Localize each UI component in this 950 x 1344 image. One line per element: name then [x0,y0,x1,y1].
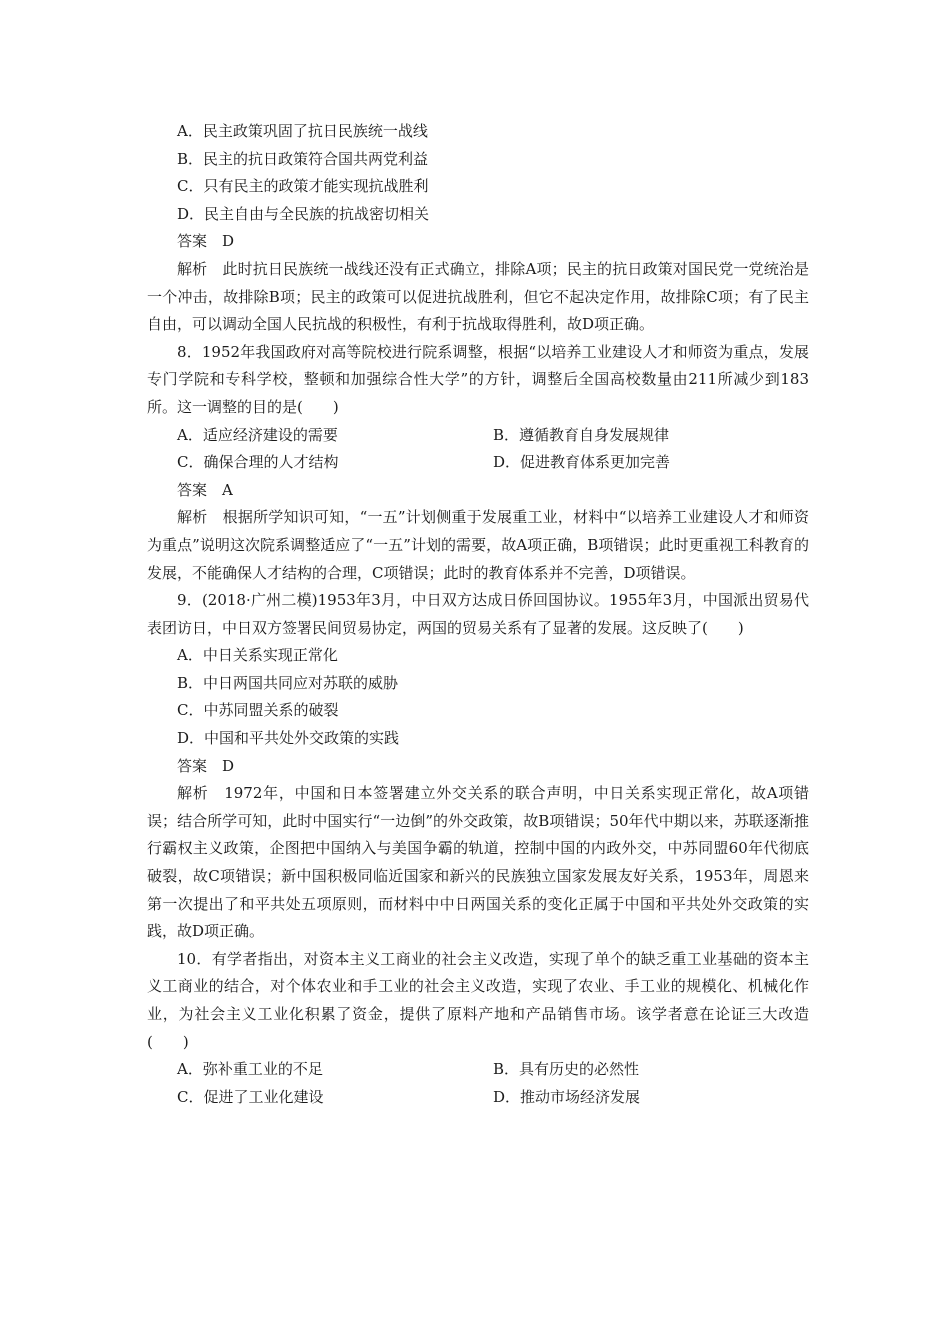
q8-option-a: A．适应经济建设的需要 [177,425,338,444]
q7-answer: 答案 D [177,232,235,251]
q8-option-c: C．确保合理的人才结构 [177,453,339,472]
q10-option-a: A．弥补重工业的不足 [177,1060,323,1079]
q7-analysis: 解析 此时抗日民族统一战线还没有正式确立，排除A项；民主的抗日政策对国民党一党统治是一个冲击，故排除B项；民主的政策可以促进抗战胜利，但它不起决定作用，故排除C项；有了民主自由，可以调动全国人民抗战的积极性，有利于抗战取得胜利，故D项正确。 [147,259,809,334]
q8-stem: 8．1952年我国政府对高等院校进行院系调整，根据“以培养工业建设人才和师资为重点，发展专门学院和专科学校，整顿和加强综合性大学”的方针，调整后全国高校数量由211所减少到183所。这一调整的目的是( ) [147,342,809,416]
q7-option-d: D．民主自由与全民族的抗战密切相关 [177,204,430,223]
q10-options-row-2 [147,1084,809,1112]
q8-option-b: B．遵循教育自身发展规律 [493,425,670,444]
q7-option-a: A．民主政策巩固了抗日民族统一战线 [177,122,428,140]
q8-options-row-2 [147,449,809,477]
q8-analysis: 解析 根据所学知识可知，“一五”计划侧重于发展重工业，材料中“以培养工业建设人才和师资为重点”说明这次院系调整适应了“一五”计划的需要，故A项正确，B项错误；此时更重视工科教育的发展，不能确保人才结构的合理，C项错误；此时的教育体系并不完善，D项错误。 [147,508,809,582]
q10-options-row-1 [147,1056,809,1084]
q9-option-a: A．中日关系实现正常化 [177,646,338,665]
q9-stem: 9．(2018·广州二模)1953年3月，中日双方达成日侨回国协议。1955年3月，中国派出贸易代表团访日，中日双方签署民间贸易协定，两国的贸易关系有了显著的发展。这反映了( ) [147,591,809,637]
q10-option-c: C．促进了工业化建设 [177,1087,324,1106]
q8-answer: 答案 A [177,480,233,499]
q10-option-b: B．具有历史的必然性 [493,1060,640,1079]
page-content [147,118,809,1111]
q9-analysis: 解析 1972年，中国和日本签署建立外交关系的联合声明，中日关系实现正常化，故A项错误；结合所学可知，此时中国实行“一边倒”的外交政策，故B项错误；50年代中期以来，苏联逐渐推行霸权主义政策，企图把中国纳入与美国争霸的轨道，控制中国的内政外交，中苏同盟60年代彻底破裂，故C项错误；新中国积极同临近国家和新兴的民族独立国家发展友好关系，1953年，周恩来第一次提出了和平共处五项原则，而材料中中日两国关系的变化正属于中国和平共处外交政策的实践，故D项正确。 [147,784,809,941]
q9-option-c: C．中苏同盟关系的破裂 [177,701,339,720]
q9-answer: 答案 D [177,756,235,775]
q9-option-d: D．中国和平共处外交政策的实践 [177,729,400,748]
q9-option-b: B．中日两国共同应对苏联的威胁 [177,673,399,692]
q8-options-row-1 [147,422,809,450]
q7-option-b: B．民主的抗日政策符合国共两党利益 [177,149,429,168]
q8-option-d: D．促进教育体系更加完善 [493,453,671,472]
q10-stem: 10．有学者指出，对资本主义工商业的社会主义改造，实现了单个的缺乏重工业基础的资本主义工商业的结合，对个体农业和手工业的社会主义改造，实现了农业、手工业的规模化、机械化作业，为社会主义工业化积累了资金，提供了原料产地和产品销售市场。该学者意在论证三大改造( ) [147,949,809,1051]
q7-option-c: C．只有民主的政策才能实现抗战胜利 [177,177,429,196]
q10-option-d: D．推动市场经济发展 [493,1087,641,1106]
